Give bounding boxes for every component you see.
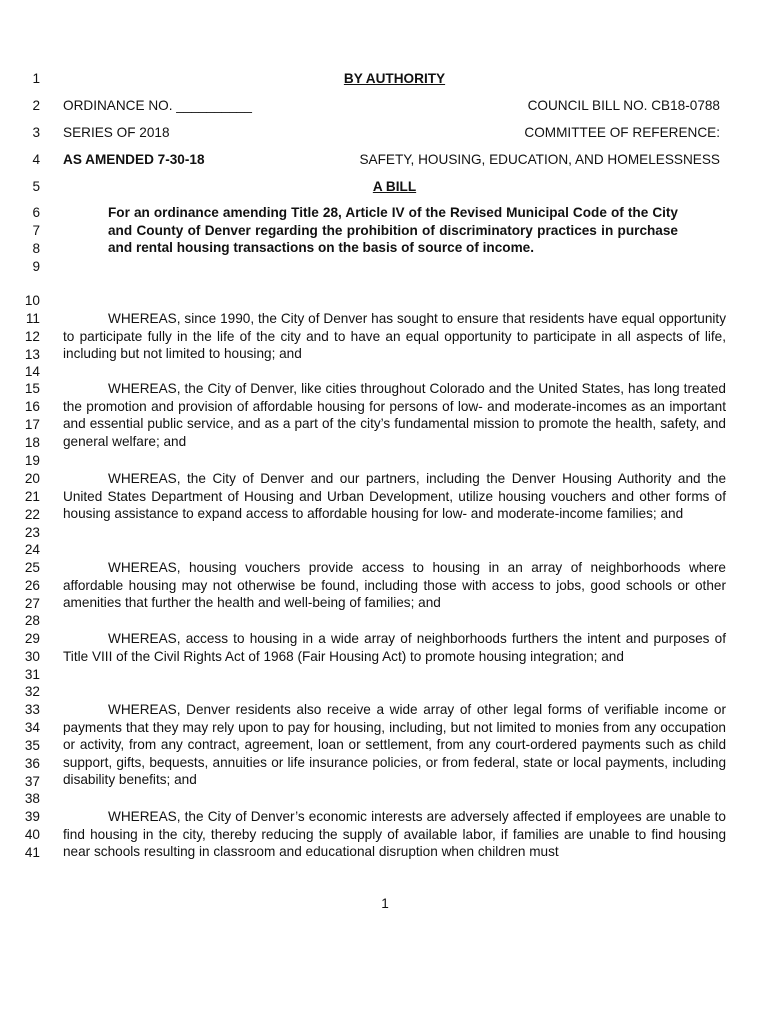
line-number: 41: [24, 845, 40, 860]
line-number: 11: [25, 311, 40, 326]
line-number: 17: [24, 417, 40, 432]
line-number: 23: [24, 525, 40, 540]
line-number: 22: [24, 507, 40, 522]
council-bill-number: COUNCIL BILL NO. CB18-0788: [527, 98, 720, 113]
line-number: 29: [24, 631, 40, 646]
line-number: 20: [24, 471, 40, 486]
series-year: SERIES OF 2018: [63, 125, 170, 140]
as-amended-label: AS AMENDED 7-30-18: [63, 152, 205, 167]
page-number: 1: [381, 896, 389, 911]
line-number: 39: [24, 809, 40, 824]
line-number: 26: [24, 578, 40, 593]
whereas-paragraph-1: WHEREAS, since 1990, the City of Denver has sought to ensure that residents have equal opportunity to participate fully in the life of the city and to have an equal opportunity to participate in all aspects of life, including but not limited to housing; and: [63, 311, 726, 362]
line-number: 14: [24, 364, 40, 379]
line-number: 8: [32, 241, 40, 256]
line-number: 36: [24, 756, 40, 771]
line-number: 31: [24, 667, 40, 682]
line-number: 33: [24, 702, 40, 717]
whereas-paragraph-7: WHEREAS, the City of Denver’s economic interests are adversely affected if employees are unable to find housing in the city, thereby reducing the supply of available labor, if families are unable to find housing near schools resulting in classroom and educational disruption when children must: [63, 809, 726, 860]
whereas-paragraph-4: WHEREAS, housing vouchers provide access to housing in an array of neighborhoods where affordable housing may not otherwise be found, including those with access to jobs, good schools or other amenities that further the health and well-being of families; and: [63, 560, 726, 611]
line-number: 15: [24, 381, 40, 396]
whereas-paragraph-5: WHEREAS, access to housing in a wide array of neighborhoods furthers the intent and purposes of Title VIII of the Civil Rights Act of 1968 (Fair Housing Act) to promote housing integration; and: [63, 631, 726, 664]
line-number: 37: [24, 774, 40, 789]
line-number: 6: [32, 205, 40, 220]
line-number: 28: [24, 613, 40, 628]
line-number: 34: [24, 720, 40, 735]
whereas-paragraph-2: WHEREAS, the City of Denver, like cities throughout Colorado and the United States, has long treated the promotion and provision of affordable housing for persons of low- and moderate-incomes as an important and essential public service, and as a part of the city’s fundamental mission to promote the health, safety, and general welfare; and: [63, 381, 726, 449]
line-number: 3: [32, 125, 40, 140]
line-number: 9: [32, 259, 40, 274]
line-number: 13: [24, 347, 40, 362]
a-bill-heading: A BILL: [372, 179, 417, 194]
line-number: 21: [24, 489, 40, 504]
line-number: 38: [24, 791, 40, 806]
line-number: 19: [24, 453, 40, 468]
line-number: 18: [24, 435, 40, 450]
line-number: 10: [24, 293, 40, 308]
line-number: 5: [32, 179, 40, 194]
line-number: 35: [24, 738, 40, 753]
bill-title: For an ordinance amending Title 28, Article IV of the Revised Municipal Code of the City and County of Denver regarding the prohibition of discriminatory practices in purchase and rental housing transactions on the basis of source of income.: [108, 205, 678, 256]
whereas-paragraph-3: WHEREAS, the City of Denver and our partners, including the Denver Housing Authority and the United States Department of Housing and Urban Development, utilize housing vouchers and other forms of housing assistance to expand access to affordable housing for low- and moderate-income families; and: [63, 471, 726, 522]
line-number: 25: [24, 560, 40, 575]
line-number: 2: [32, 98, 40, 113]
line-number: 4: [32, 152, 40, 167]
committee-name: SAFETY, HOUSING, EDUCATION, AND HOMELESSNESS: [359, 152, 720, 167]
line-number: 12: [24, 329, 40, 344]
line-number: 1: [32, 71, 40, 86]
whereas-paragraph-6: WHEREAS, Denver residents also receive a wide array of other legal forms of verifiable income or payments that they may rely upon to pay for housing, including, but not limited to monies from any occupation or activity, from any contract, agreement, loan or settlement, from any court-ordered payments such as child support, gifts, bequests, annuities or life insurance policies, or from federal, state or local payments, including disability benefits; and: [63, 702, 726, 788]
line-number: 16: [24, 399, 40, 414]
by-authority-heading: BY AUTHORITY: [343, 71, 446, 86]
ordinance-number: ORDINANCE NO. __________: [63, 98, 252, 113]
committee-of-reference-label: COMMITTEE OF REFERENCE:: [524, 125, 720, 140]
line-number: 32: [24, 684, 40, 699]
line-number: 27: [24, 596, 40, 611]
line-number: 30: [24, 649, 40, 664]
line-number: 40: [24, 827, 40, 842]
line-number: 24: [24, 542, 40, 557]
line-number: 7: [32, 223, 40, 238]
